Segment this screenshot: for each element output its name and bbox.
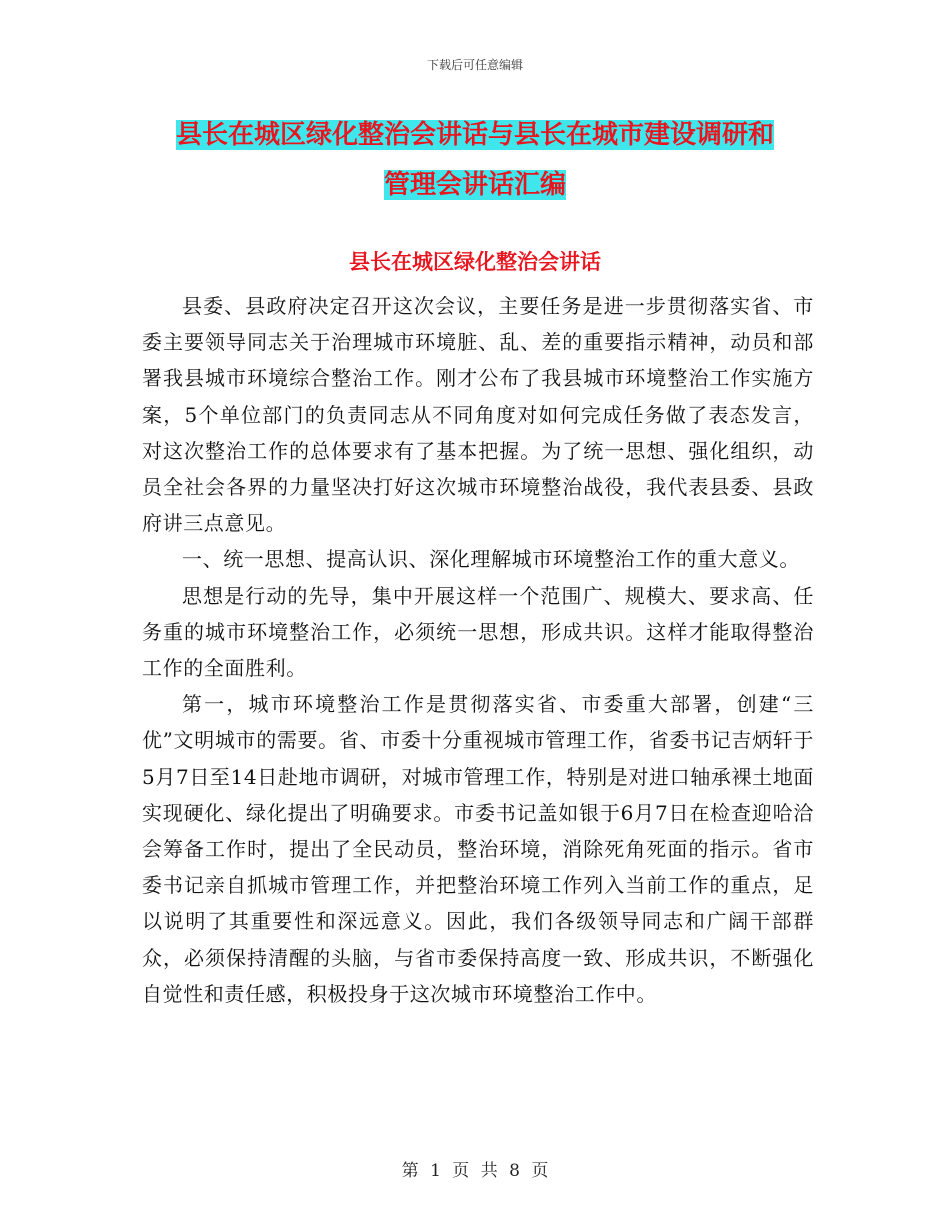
document-title (140, 110, 810, 210)
paragraph: 县委、县政府决定召开这次会议，主要任务是进一步贯彻落实省、市委主要领导同志关于治理城市环境脏、乱、差的重要指示精神，动员和部署我县城市环境综合整治工作。刚才公布了我县城市环境整治工作实施方案，5个单位部门的负责同志从不同角度对如何完成任务做了表态发言，对这次整治工作的总体要求有了基本把握。为了统一思想、强化组织，动员全社会各界的力量坚决打好这次城市环境整治战役，我代表县委、县政府讲三点意见。 (142, 294, 814, 536)
body-text (142, 288, 814, 1012)
header-note: 下载后可任意编辑 (426, 58, 523, 72)
title-line-2: 管理会讲话汇编 (383, 170, 566, 200)
paragraph: 第一，城市环境整治工作是贯彻落实省、市委重大部署，创建“三优”文明城市的需要。省、市委十分重视城市管理工作，省委书记吉炳轩于5月7日至14日赴地市调研，对城市管理工作，特别是对进口轴承裸土地面实现硬化、绿化提出了明确要求。市委书记盖如银于6月7日在检查迎哈洽会筹备工作时，提出了全民动员，整治环境，消除死角死面的指示。省市委书记亲自抓城市管理工作，并把整治环境工作列入当前工作的重点，足以说明了其重要性和深远意义。因此，我们各级领导同志和广阔干部群众，必须保持清醒的头脑，与省市委保持高度一致、形成共识，不断强化自觉性和责任感，积极投身于这次城市环境整治工作中。 (142, 692, 814, 1006)
page-number: 第 1 页 共 8 页 (401, 1161, 549, 1181)
paragraph: 思想是行动的先导，集中开展这样一个范围广、规模大、要求高、任务重的城市环境整治工作，必须统一思想，形成共识。这样才能取得整治工作的全面胜利。 (142, 583, 814, 681)
section-title: 县长在城区绿化整治会讲话 (349, 249, 601, 274)
paragraph: 一、统一思想、提高认识、深化理解城市环境整治工作的重大意义。 (182, 547, 800, 572)
title-line-1: 县长在城区绿化整治会讲话与县长在城市建设调研和 (175, 120, 774, 150)
